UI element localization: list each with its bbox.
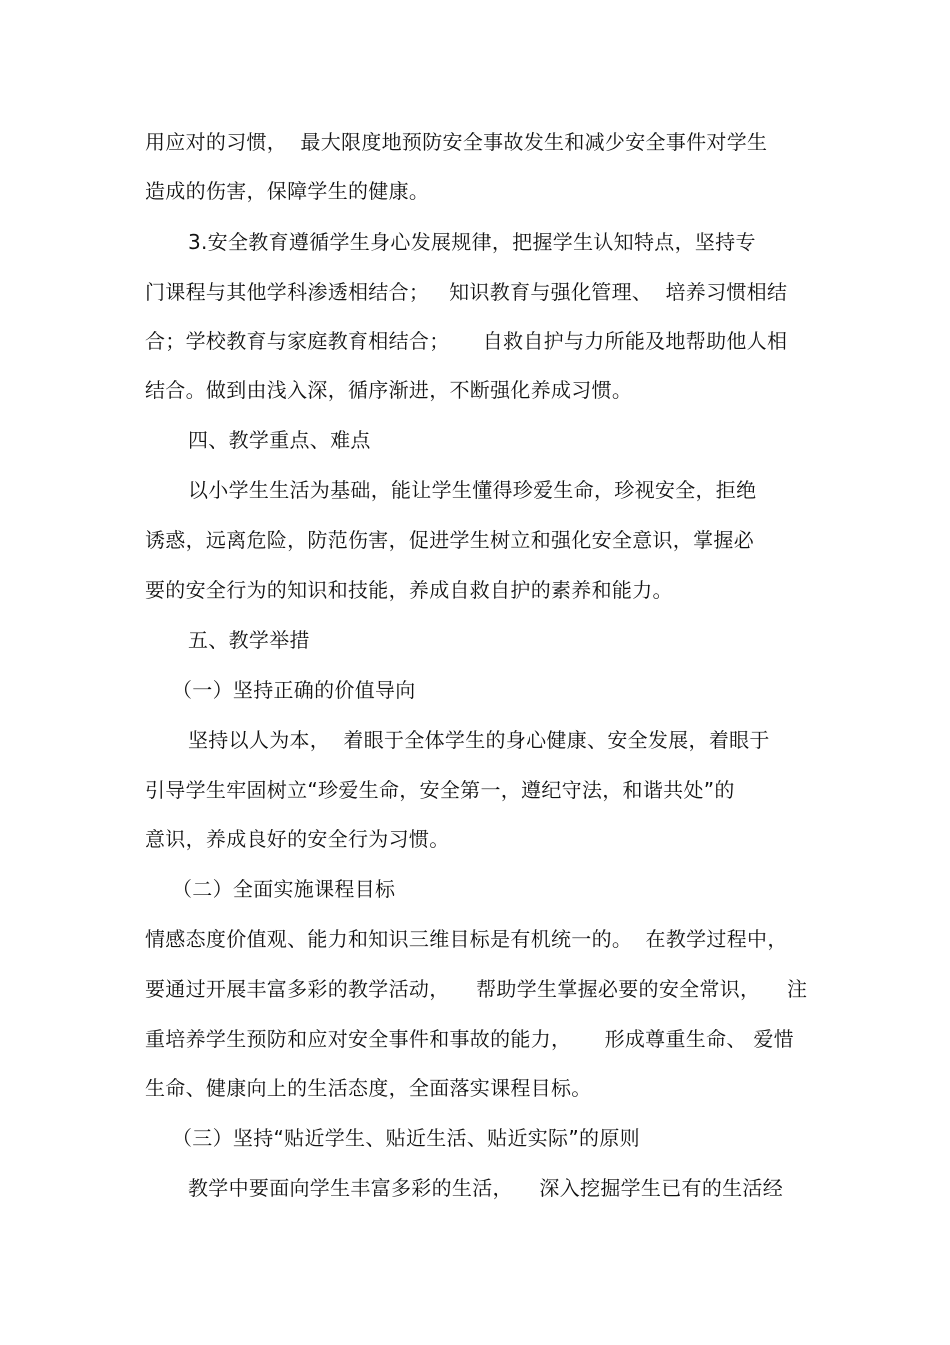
- paragraph-line: 以小学生生活为基础，能让学生懂得珍爱生命，珍视安全，拒绝: [188, 478, 757, 502]
- paragraph-line: 造成的伤害，保障学生的健康。: [145, 179, 430, 203]
- paragraph-line: 情感态度价值观、能力和知识三维目标是有机统一的。 在教学过程中，: [145, 927, 788, 951]
- paragraph-line: 合；学校教育与家庭教育相结合； 自救自护与力所能及地帮助他人相: [145, 329, 788, 353]
- paragraph-line: 结合。做到由浅入深，循序渐进，不断强化养成习惯。: [145, 378, 633, 402]
- section-heading: 五、教学举措: [188, 628, 310, 652]
- paragraph-line: 引导学生牢固树立“珍爱生命，安全第一，遵纪守法，和谐共处”的: [145, 778, 735, 802]
- paragraph-line: 重培养学生预防和应对安全事件和事故的能力， 形成尊重生命、 爱惜: [145, 1027, 794, 1051]
- paragraph-line: 用应对的习惯， 最大限度地预防安全事故发生和减少安全事件对学生: [145, 130, 768, 154]
- paragraph-line: 门课程与其他学科渗透相结合； 知识教育与强化管理、 培养习惯相结: [145, 280, 788, 304]
- paragraph-line: 教学中要面向学生丰富多彩的生活， 深入挖掘学生已有的生活经: [188, 1176, 784, 1200]
- paragraph-line: 3.安全教育遵循学生身心发展规律，把握学生认知特点，坚持专: [188, 230, 756, 254]
- paragraph-line: 意识，养成良好的安全行为习惯。: [145, 827, 450, 851]
- subsection-heading: （一）坚持正确的价值导向: [172, 678, 416, 702]
- paragraph-line: 要的安全行为的知识和技能，养成自救自护的素养和能力。: [145, 578, 673, 602]
- section-heading: 四、教学重点、难点: [188, 428, 371, 452]
- paragraph-line: 坚持以人为本， 着眼于全体学生的身心健康、安全发展，着眼于: [188, 728, 770, 752]
- subsection-heading: （二）全面实施课程目标: [172, 877, 396, 901]
- paragraph-line: 要通过开展丰富多彩的教学活动， 帮助学生掌握必要的安全常识， 注: [145, 977, 808, 1001]
- paragraph-line: 诱惑，远离危险，防范伤害，促进学生树立和强化安全意识，掌握必: [145, 528, 754, 552]
- subsection-heading: （三）坚持“贴近学生、贴近生活、贴近实际”的原则: [172, 1126, 640, 1150]
- paragraph-line: 生命、健康向上的生活态度，全面落实课程目标。: [145, 1076, 592, 1100]
